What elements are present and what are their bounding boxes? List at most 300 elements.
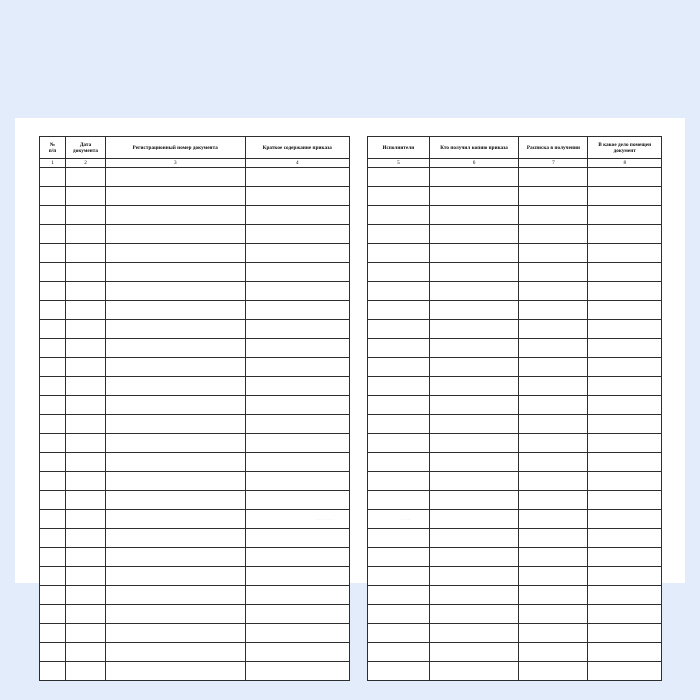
table-cell[interactable] <box>40 472 66 491</box>
watermark-first: .............. <box>315 516 335 521</box>
table-cell[interactable] <box>245 282 349 301</box>
table-cell[interactable] <box>368 320 430 339</box>
table-cell[interactable] <box>519 396 588 415</box>
table-cell[interactable] <box>368 263 430 282</box>
table-cell[interactable] <box>106 491 246 510</box>
table-cell[interactable] <box>588 339 662 358</box>
table-row[interactable] <box>368 662 662 681</box>
table-cell[interactable] <box>66 320 106 339</box>
table-cell[interactable] <box>519 320 588 339</box>
table-cell[interactable] <box>106 453 246 472</box>
table-row[interactable] <box>368 377 662 396</box>
table-cell[interactable] <box>368 244 430 263</box>
table-cell[interactable] <box>588 643 662 662</box>
table-cell[interactable] <box>106 662 246 681</box>
table-cell[interactable] <box>368 377 430 396</box>
table-cell[interactable] <box>519 434 588 453</box>
table-cell[interactable] <box>588 225 662 244</box>
table-cell[interactable] <box>106 244 246 263</box>
table-cell[interactable] <box>40 415 66 434</box>
table-row[interactable] <box>368 358 662 377</box>
table-row[interactable] <box>368 263 662 282</box>
table-cell[interactable] <box>106 282 246 301</box>
table-row[interactable] <box>368 643 662 662</box>
table-cell[interactable] <box>245 187 349 206</box>
table-cell[interactable] <box>519 605 588 624</box>
table-row[interactable] <box>40 244 350 263</box>
table-row[interactable] <box>40 548 350 567</box>
table-cell[interactable] <box>66 225 106 244</box>
table-cell[interactable] <box>40 434 66 453</box>
table-cell[interactable] <box>429 434 519 453</box>
table-cell[interactable] <box>368 434 430 453</box>
table-row[interactable] <box>368 244 662 263</box>
table-row[interactable] <box>368 396 662 415</box>
table-cell[interactable] <box>106 206 246 225</box>
table-row[interactable] <box>368 415 662 434</box>
table-cell[interactable] <box>429 491 519 510</box>
table-cell[interactable] <box>40 244 66 263</box>
table-row[interactable] <box>368 548 662 567</box>
table-row[interactable] <box>40 643 350 662</box>
table-cell[interactable] <box>106 358 246 377</box>
table-cell[interactable] <box>368 529 430 548</box>
table-cell[interactable] <box>429 377 519 396</box>
table-cell[interactable] <box>40 358 66 377</box>
table-row[interactable] <box>40 168 350 187</box>
right-table-body <box>368 168 662 681</box>
table-cell[interactable] <box>106 301 246 320</box>
table-cell[interactable] <box>106 548 246 567</box>
table-row[interactable] <box>40 282 350 301</box>
table-cell[interactable] <box>368 282 430 301</box>
table-row[interactable] <box>368 453 662 472</box>
table-cell[interactable] <box>40 491 66 510</box>
table-cell[interactable] <box>368 472 430 491</box>
table-cell[interactable] <box>519 548 588 567</box>
table-cell[interactable] <box>588 662 662 681</box>
col-num-7: 7 <box>519 159 588 168</box>
table-cell[interactable] <box>368 358 430 377</box>
table-row[interactable] <box>368 491 662 510</box>
table-row[interactable] <box>368 510 662 529</box>
table-cell[interactable] <box>429 453 519 472</box>
table-cell[interactable] <box>429 320 519 339</box>
right-header-row <box>368 137 662 159</box>
table-cell[interactable] <box>588 434 662 453</box>
table-cell[interactable] <box>66 586 106 605</box>
table-cell[interactable] <box>429 529 519 548</box>
table-cell[interactable] <box>429 263 519 282</box>
table-cell[interactable] <box>368 206 430 225</box>
left-page <box>39 136 350 564</box>
header-cell-copy-receiver: Кто получил копию приказа <box>429 137 519 159</box>
right-journal-table <box>367 136 662 681</box>
table-row[interactable] <box>40 662 350 681</box>
table-cell[interactable] <box>588 206 662 225</box>
table-row[interactable] <box>368 529 662 548</box>
table-cell[interactable] <box>245 225 349 244</box>
table-cell[interactable] <box>429 567 519 586</box>
table-cell[interactable] <box>40 586 66 605</box>
table-cell[interactable] <box>66 548 106 567</box>
table-row[interactable] <box>368 225 662 244</box>
table-cell[interactable] <box>519 529 588 548</box>
col-num-6: 6 <box>429 159 519 168</box>
col-num-5: 5 <box>368 159 430 168</box>
table-row[interactable] <box>368 206 662 225</box>
table-row[interactable] <box>368 301 662 320</box>
table-cell[interactable] <box>245 453 349 472</box>
table-cell[interactable] <box>429 643 519 662</box>
table-row[interactable] <box>368 339 662 358</box>
table-cell[interactable] <box>519 225 588 244</box>
table-cell[interactable] <box>519 510 588 529</box>
table-cell[interactable] <box>245 301 349 320</box>
table-cell[interactable] <box>40 510 66 529</box>
table-cell[interactable] <box>429 301 519 320</box>
table-cell[interactable] <box>245 168 349 187</box>
table-cell[interactable] <box>245 567 349 586</box>
table-cell[interactable] <box>429 662 519 681</box>
header-cell-number: № п/п <box>40 137 66 159</box>
table-cell[interactable] <box>245 548 349 567</box>
col-num-4: 4 <box>245 159 349 168</box>
table-cell[interactable] <box>519 472 588 491</box>
table-cell[interactable] <box>66 453 106 472</box>
table-cell[interactable] <box>245 339 349 358</box>
table-cell[interactable] <box>368 415 430 434</box>
table-row[interactable] <box>40 320 350 339</box>
table-cell[interactable] <box>588 624 662 643</box>
table-row[interactable] <box>368 605 662 624</box>
table-cell[interactable] <box>66 301 106 320</box>
col-num-8: 8 <box>588 159 662 168</box>
table-cell[interactable] <box>588 377 662 396</box>
table-cell[interactable] <box>429 282 519 301</box>
table-cell[interactable] <box>66 244 106 263</box>
table-cell[interactable] <box>429 187 519 206</box>
left-table-head <box>40 137 350 168</box>
table-row[interactable] <box>40 453 350 472</box>
table-cell[interactable] <box>106 510 246 529</box>
table-cell[interactable] <box>588 567 662 586</box>
table-cell[interactable] <box>588 529 662 548</box>
table-cell[interactable] <box>40 263 66 282</box>
table-cell[interactable] <box>588 168 662 187</box>
table-cell[interactable] <box>588 415 662 434</box>
table-cell[interactable] <box>40 567 66 586</box>
table-cell[interactable] <box>106 377 246 396</box>
table-cell[interactable] <box>368 453 430 472</box>
table-cell[interactable] <box>40 624 66 643</box>
table-cell[interactable] <box>106 586 246 605</box>
table-cell[interactable] <box>245 434 349 453</box>
table-row[interactable] <box>40 225 350 244</box>
table-cell[interactable] <box>106 415 246 434</box>
table-row[interactable] <box>40 301 350 320</box>
table-cell[interactable] <box>245 643 349 662</box>
table-cell[interactable] <box>429 168 519 187</box>
table-cell[interactable] <box>66 624 106 643</box>
table-cell[interactable] <box>106 624 246 643</box>
table-cell[interactable] <box>66 491 106 510</box>
watermark-second: ....... <box>401 516 411 521</box>
table-row[interactable] <box>368 187 662 206</box>
table-cell[interactable] <box>106 320 246 339</box>
table-cell[interactable] <box>429 510 519 529</box>
table-cell[interactable] <box>519 453 588 472</box>
table-cell[interactable] <box>588 396 662 415</box>
table-row[interactable] <box>40 491 350 510</box>
right-table-head <box>368 137 662 168</box>
table-cell[interactable] <box>106 567 246 586</box>
table-cell[interactable] <box>106 263 246 282</box>
table-cell[interactable] <box>519 377 588 396</box>
table-cell[interactable] <box>588 320 662 339</box>
table-cell[interactable] <box>106 396 246 415</box>
left-header-row <box>40 137 350 159</box>
table-cell[interactable] <box>588 472 662 491</box>
table-cell[interactable] <box>245 263 349 282</box>
table-cell[interactable] <box>429 415 519 434</box>
table-cell[interactable] <box>245 244 349 263</box>
table-cell[interactable] <box>368 643 430 662</box>
left-table-body <box>40 168 350 681</box>
table-cell[interactable] <box>429 225 519 244</box>
table-cell[interactable] <box>40 225 66 244</box>
table-row[interactable] <box>368 320 662 339</box>
table-cell[interactable] <box>519 301 588 320</box>
table-row[interactable] <box>40 415 350 434</box>
header-cell-summary: Краткое содержание приказа <box>245 137 349 159</box>
col-num-1: 1 <box>40 159 66 168</box>
table-row[interactable] <box>40 529 350 548</box>
table-cell[interactable] <box>588 586 662 605</box>
header-cell-case-file: В какое дело помещен документ <box>588 137 662 159</box>
header-cell-date: Дата документа <box>66 137 106 159</box>
table-cell[interactable] <box>40 605 66 624</box>
table-row[interactable] <box>40 339 350 358</box>
table-cell[interactable] <box>429 605 519 624</box>
table-row[interactable] <box>40 263 350 282</box>
table-cell[interactable] <box>66 263 106 282</box>
table-cell[interactable] <box>245 396 349 415</box>
table-cell[interactable] <box>368 339 430 358</box>
header-cell-reg-number: Регистрационный номер документа <box>106 137 246 159</box>
table-row[interactable] <box>40 358 350 377</box>
table-cell[interactable] <box>519 567 588 586</box>
table-cell[interactable] <box>368 605 430 624</box>
table-cell[interactable] <box>40 453 66 472</box>
table-cell[interactable] <box>245 605 349 624</box>
table-cell[interactable] <box>66 396 106 415</box>
table-row[interactable] <box>368 567 662 586</box>
table-cell[interactable] <box>519 206 588 225</box>
table-cell[interactable] <box>588 358 662 377</box>
table-row[interactable] <box>368 434 662 453</box>
table-cell[interactable] <box>588 510 662 529</box>
table-cell[interactable] <box>368 624 430 643</box>
table-cell[interactable] <box>519 282 588 301</box>
table-cell[interactable] <box>368 168 430 187</box>
table-cell[interactable] <box>245 491 349 510</box>
table-cell[interactable] <box>40 548 66 567</box>
table-cell[interactable] <box>66 643 106 662</box>
table-cell[interactable] <box>588 282 662 301</box>
table-cell[interactable] <box>66 605 106 624</box>
table-cell[interactable] <box>245 624 349 643</box>
header-cell-receipt: Расписка в получении <box>519 137 588 159</box>
table-cell[interactable] <box>66 510 106 529</box>
table-cell[interactable] <box>66 472 106 491</box>
left-column-number-row <box>40 159 350 168</box>
table-cell[interactable] <box>368 396 430 415</box>
table-cell[interactable] <box>40 282 66 301</box>
table-row[interactable] <box>368 282 662 301</box>
table-cell[interactable] <box>429 358 519 377</box>
table-cell[interactable] <box>519 244 588 263</box>
table-cell[interactable] <box>40 377 66 396</box>
table-cell[interactable] <box>66 187 106 206</box>
table-row[interactable] <box>368 472 662 491</box>
table-cell[interactable] <box>66 282 106 301</box>
table-cell[interactable] <box>106 643 246 662</box>
table-row[interactable] <box>40 567 350 586</box>
table-cell[interactable] <box>66 529 106 548</box>
table-cell[interactable] <box>106 339 246 358</box>
right-column-number-row <box>368 159 662 168</box>
table-cell[interactable] <box>40 320 66 339</box>
table-cell[interactable] <box>368 510 430 529</box>
table-cell[interactable] <box>519 662 588 681</box>
table-row[interactable] <box>40 586 350 605</box>
table-cell[interactable] <box>106 168 246 187</box>
table-cell[interactable] <box>588 263 662 282</box>
table-cell[interactable] <box>429 206 519 225</box>
table-cell[interactable] <box>66 358 106 377</box>
table-cell[interactable] <box>519 358 588 377</box>
left-journal-table <box>39 136 350 681</box>
table-cell[interactable] <box>66 567 106 586</box>
table-cell[interactable] <box>245 662 349 681</box>
table-cell[interactable] <box>429 244 519 263</box>
table-cell[interactable] <box>245 529 349 548</box>
table-cell[interactable] <box>66 662 106 681</box>
table-cell[interactable] <box>66 434 106 453</box>
table-cell[interactable] <box>40 396 66 415</box>
table-cell[interactable] <box>106 472 246 491</box>
table-cell[interactable] <box>40 643 66 662</box>
table-cell[interactable] <box>245 358 349 377</box>
table-cell[interactable] <box>40 662 66 681</box>
header-cell-performers: Исполнители <box>368 137 430 159</box>
table-cell[interactable] <box>245 472 349 491</box>
table-cell[interactable] <box>519 187 588 206</box>
table-cell[interactable] <box>66 168 106 187</box>
table-cell[interactable] <box>429 472 519 491</box>
table-cell[interactable] <box>368 548 430 567</box>
table-cell[interactable] <box>106 529 246 548</box>
table-cell[interactable] <box>519 168 588 187</box>
table-cell[interactable] <box>106 605 246 624</box>
table-row[interactable] <box>40 472 350 491</box>
table-cell[interactable] <box>588 605 662 624</box>
table-cell[interactable] <box>519 415 588 434</box>
table-cell[interactable] <box>519 586 588 605</box>
table-row[interactable] <box>368 586 662 605</box>
table-row[interactable] <box>40 396 350 415</box>
table-row[interactable] <box>40 434 350 453</box>
table-cell[interactable] <box>368 567 430 586</box>
table-cell[interactable] <box>66 339 106 358</box>
table-cell[interactable] <box>588 548 662 567</box>
table-cell[interactable] <box>40 301 66 320</box>
table-row[interactable] <box>40 206 350 225</box>
table-cell[interactable] <box>66 206 106 225</box>
table-cell[interactable] <box>368 586 430 605</box>
table-cell[interactable] <box>519 263 588 282</box>
table-cell[interactable] <box>588 187 662 206</box>
table-cell[interactable] <box>429 396 519 415</box>
table-cell[interactable] <box>519 339 588 358</box>
table-row[interactable] <box>40 624 350 643</box>
table-cell[interactable] <box>588 453 662 472</box>
table-cell[interactable] <box>40 206 66 225</box>
table-cell[interactable] <box>40 187 66 206</box>
paper-sheet <box>15 118 685 583</box>
table-cell[interactable] <box>245 206 349 225</box>
table-cell[interactable] <box>245 320 349 339</box>
table-cell[interactable] <box>106 225 246 244</box>
table-cell[interactable] <box>245 415 349 434</box>
table-cell[interactable] <box>245 586 349 605</box>
table-row[interactable] <box>40 605 350 624</box>
table-cell[interactable] <box>519 643 588 662</box>
table-cell[interactable] <box>368 187 430 206</box>
table-cell[interactable] <box>368 225 430 244</box>
table-row[interactable] <box>40 377 350 396</box>
table-cell[interactable] <box>588 244 662 263</box>
table-row[interactable] <box>40 510 350 529</box>
col-num-3: 3 <box>106 159 246 168</box>
table-cell[interactable] <box>245 377 349 396</box>
table-cell[interactable] <box>40 339 66 358</box>
table-cell[interactable] <box>106 187 246 206</box>
table-cell[interactable] <box>429 548 519 567</box>
table-cell[interactable] <box>588 301 662 320</box>
table-cell[interactable] <box>66 377 106 396</box>
table-cell[interactable] <box>368 662 430 681</box>
table-cell[interactable] <box>519 491 588 510</box>
table-cell[interactable] <box>429 624 519 643</box>
table-cell[interactable] <box>429 586 519 605</box>
table-cell[interactable] <box>368 491 430 510</box>
table-row[interactable] <box>368 624 662 643</box>
table-cell[interactable] <box>106 434 246 453</box>
col-num-2: 2 <box>66 159 106 168</box>
table-cell[interactable] <box>519 624 588 643</box>
table-row[interactable] <box>40 187 350 206</box>
table-cell[interactable] <box>40 529 66 548</box>
table-cell[interactable] <box>429 339 519 358</box>
table-cell[interactable] <box>66 415 106 434</box>
table-row[interactable] <box>368 168 662 187</box>
table-cell[interactable] <box>368 301 430 320</box>
right-page <box>367 136 662 564</box>
table-cell[interactable] <box>40 168 66 187</box>
table-cell[interactable] <box>588 491 662 510</box>
